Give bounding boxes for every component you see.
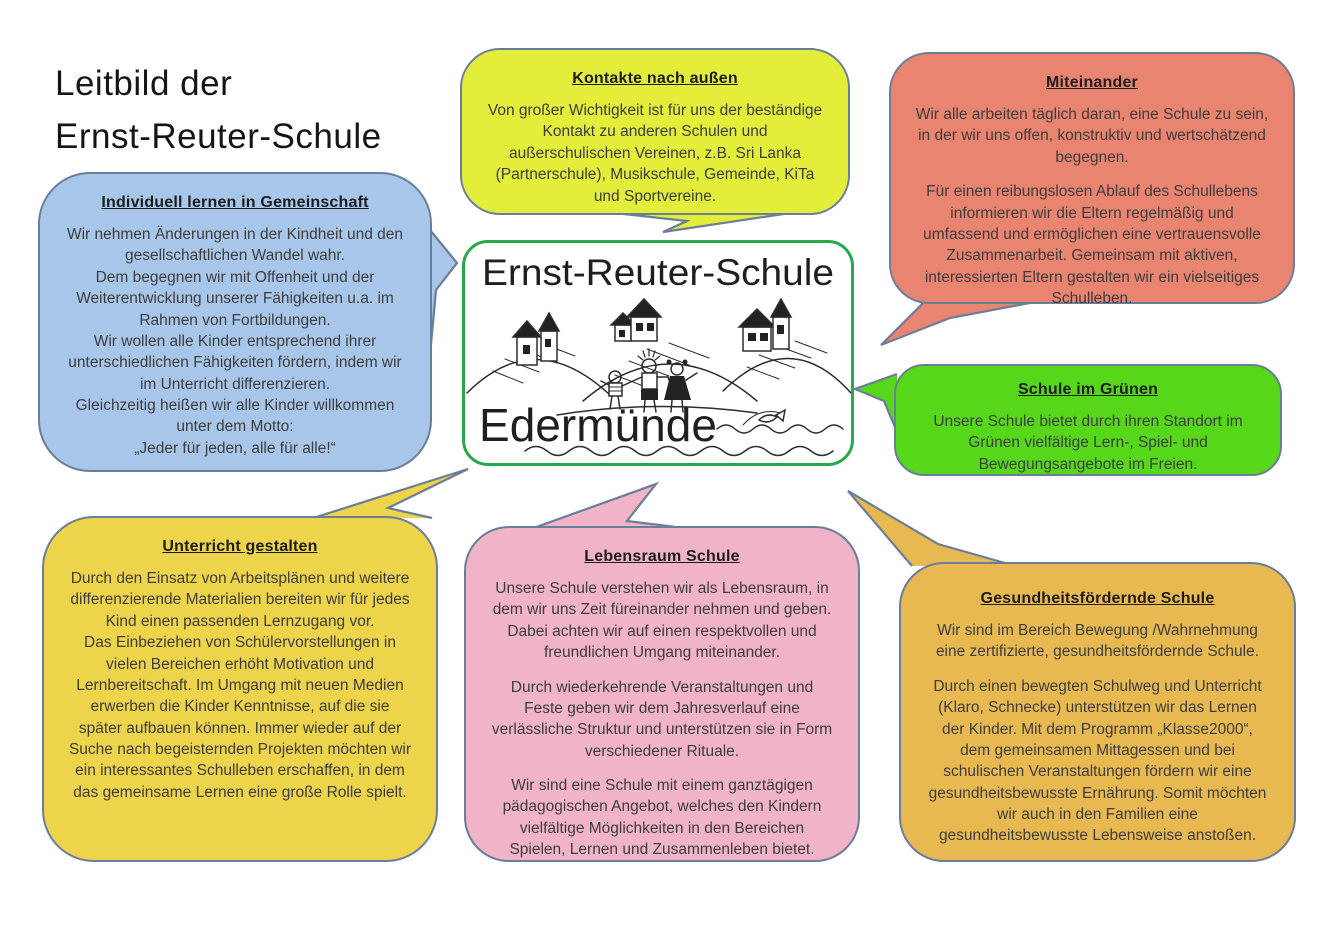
- bubble-paragraph: Wir alle arbeiten täglich daran, eine Schule zu sein, in der wir uns offen, konstruktiv und wertschätzend begegnen.: [915, 106, 1269, 166]
- bubble-unterricht-gestalten: [42, 516, 438, 862]
- bubble-paragraph: Wir wollen alle Kinder entsprechend ihrer unterschiedlichen Fähigkeiten fördern, indem wir im Unterricht differenzieren.: [68, 332, 402, 393]
- bubble-paragraph: Durch wiederkehrende Veranstaltungen und Feste geben wir dem Jahresverlauf eine verlässliche Struktur und unterstützen sie in Form verschiedener Rituale.: [491, 678, 833, 760]
- bubble-paragraph: Wir sind im Bereich Bewegung /Wahrnehmung eine zertifizierte, gesundheitsfördernde Schule.: [935, 622, 1260, 661]
- bubble-tail-unterricht: [310, 469, 468, 519]
- bubble-tail-gesundheit: [848, 491, 1012, 566]
- page-title-line2: Ernst-Reuter-Schule: [55, 116, 382, 156]
- bubble-individuell-lernen: [38, 172, 432, 472]
- bubble-title: Lebensraum Schule: [584, 548, 740, 565]
- bubble-title: Unterricht gestalten: [162, 538, 318, 555]
- bubble-gesundheitsfoerdernde-schule: [899, 562, 1296, 862]
- bubble-title: Gesundheitsfördernde Schule: [980, 590, 1215, 607]
- bubble-title: Miteinander: [1046, 74, 1138, 91]
- bubble-paragraph: „Jeder für jeden, alle für alle!“: [134, 439, 336, 457]
- bubble-title: Schule im Grünen: [1017, 381, 1159, 398]
- bubble-paragraph: Durch den Einsatz von Arbeitsplänen und weitere differenzierende Materialien bereiten wir für jedes Kind einen passenden Lernzugang vor.: [70, 570, 410, 630]
- bubble-paragraph: Wir nehmen Änderungen in der Kindheit und den gesellschaftlichen Wandel wahr.: [66, 226, 404, 265]
- bubble-paragraph: Unsere Schule bietet durch ihren Standort im Grünen vielfältige Lern-, Spiel- und Bewegungsangebote im Freien.: [933, 413, 1243, 473]
- bubble-paragraph: Für einen reibungslosen Ablauf des Schullebens informieren wir die Eltern regelmäßig und umfassend und ermöglichen eine vertrauensvolle Zusammenarbeit. Gemeinsam mit aktiven, interessierten Eltern gestalten wir ein vielseitiges Schulleben.: [923, 183, 1261, 308]
- houses-middle-sketch: [611, 299, 661, 341]
- bubble-paragraph: Unsere Schule verstehen wir als Lebensraum, in dem wir uns Zeit füreinander nehmen und geben. Dabei achten wir auf einen respektvollen und freundlichen Umgang miteinander.: [492, 580, 832, 662]
- school-logo: [462, 240, 854, 466]
- logo-place-name: Edermünde: [479, 399, 717, 451]
- bubble-kontakte-nach-aussen: [460, 48, 850, 215]
- bubble-tail-gruen: [855, 374, 897, 432]
- bubble-schule-im-gruenen: [894, 364, 1282, 476]
- bubble-title: Kontakte nach außen: [572, 70, 738, 87]
- bubble-paragraph: Von großer Wichtigkeit ist für uns der beständige Kontakt zu anderen Schulen und außerschulischen Vereinen, z.B. Sri Lanka (Partnerschule), Musikschule, Gemeinde, KiTa und Sportvereine.: [487, 102, 823, 205]
- bubble-paragraph: Dem begegnen wir mit Offenheit und der Weiterentwicklung unserer Fähigkeiten u.a. im Rahmen von Fortbildungen.: [76, 268, 394, 329]
- bubble-paragraph: Das Einbeziehen von Schülervorstellungen in vielen Bereichen erhöht Motivation und Lernbereitschaft. Im Umgang mit neuen Medien erwerben die Kinder Kenntnisse, auf die sie später aufbauen können. Immer wieder auf der Suche nach begeisternden Projekten möchten wir ein interessantes Schulleben erschaffen, in dem das gemeinsame Lernen eine große Rolle spielt.: [68, 634, 412, 801]
- bubble-paragraph: Wir sind eine Schule mit einem ganztägigen pädagogischen Angebot, welches den Kindern vielfältige Möglichkeiten in den Bereichen Spielen, Lernen und Zusammenleben bietet.: [502, 777, 822, 859]
- page-title-line1: Leitbild der: [55, 64, 233, 103]
- bubble-paragraph: Gleichzeitig heißen wir alle Kinder willkommen unter dem Motto:: [75, 397, 395, 436]
- bubble-miteinander: [889, 52, 1295, 308]
- houses-left-sketch: [513, 313, 559, 365]
- houses-right-sketch: [739, 299, 791, 351]
- bubble-tail-lebensraum: [528, 484, 692, 530]
- bubble-paragraph: Durch einen bewegten Schulweg und Unterricht (Klaro, Schnecke) unterstützen wir das Lernen der Kinder. Mit dem Programm „Klasse2000“, dem gemeinsamen Mittagessen und bei schulischen Veranstaltungen fördern wir eine gesundheitsbewusste Ernährung. Somit möchten wir auch in den Familien eine gesundheitsbewusste Lebensweise anstoßen.: [928, 677, 1267, 845]
- logo-school-name: Ernst-Reuter-Schule: [482, 252, 834, 293]
- bubble-title: Individuell lernen in Gemeinschaft: [101, 194, 369, 211]
- bubble-lebensraum-schule: [464, 526, 860, 862]
- page-title: [55, 58, 382, 163]
- bubble-tail-individuell: [430, 230, 457, 355]
- bubble-tail-kontakte: [605, 212, 797, 232]
- school-logo-sketch: [465, 243, 851, 463]
